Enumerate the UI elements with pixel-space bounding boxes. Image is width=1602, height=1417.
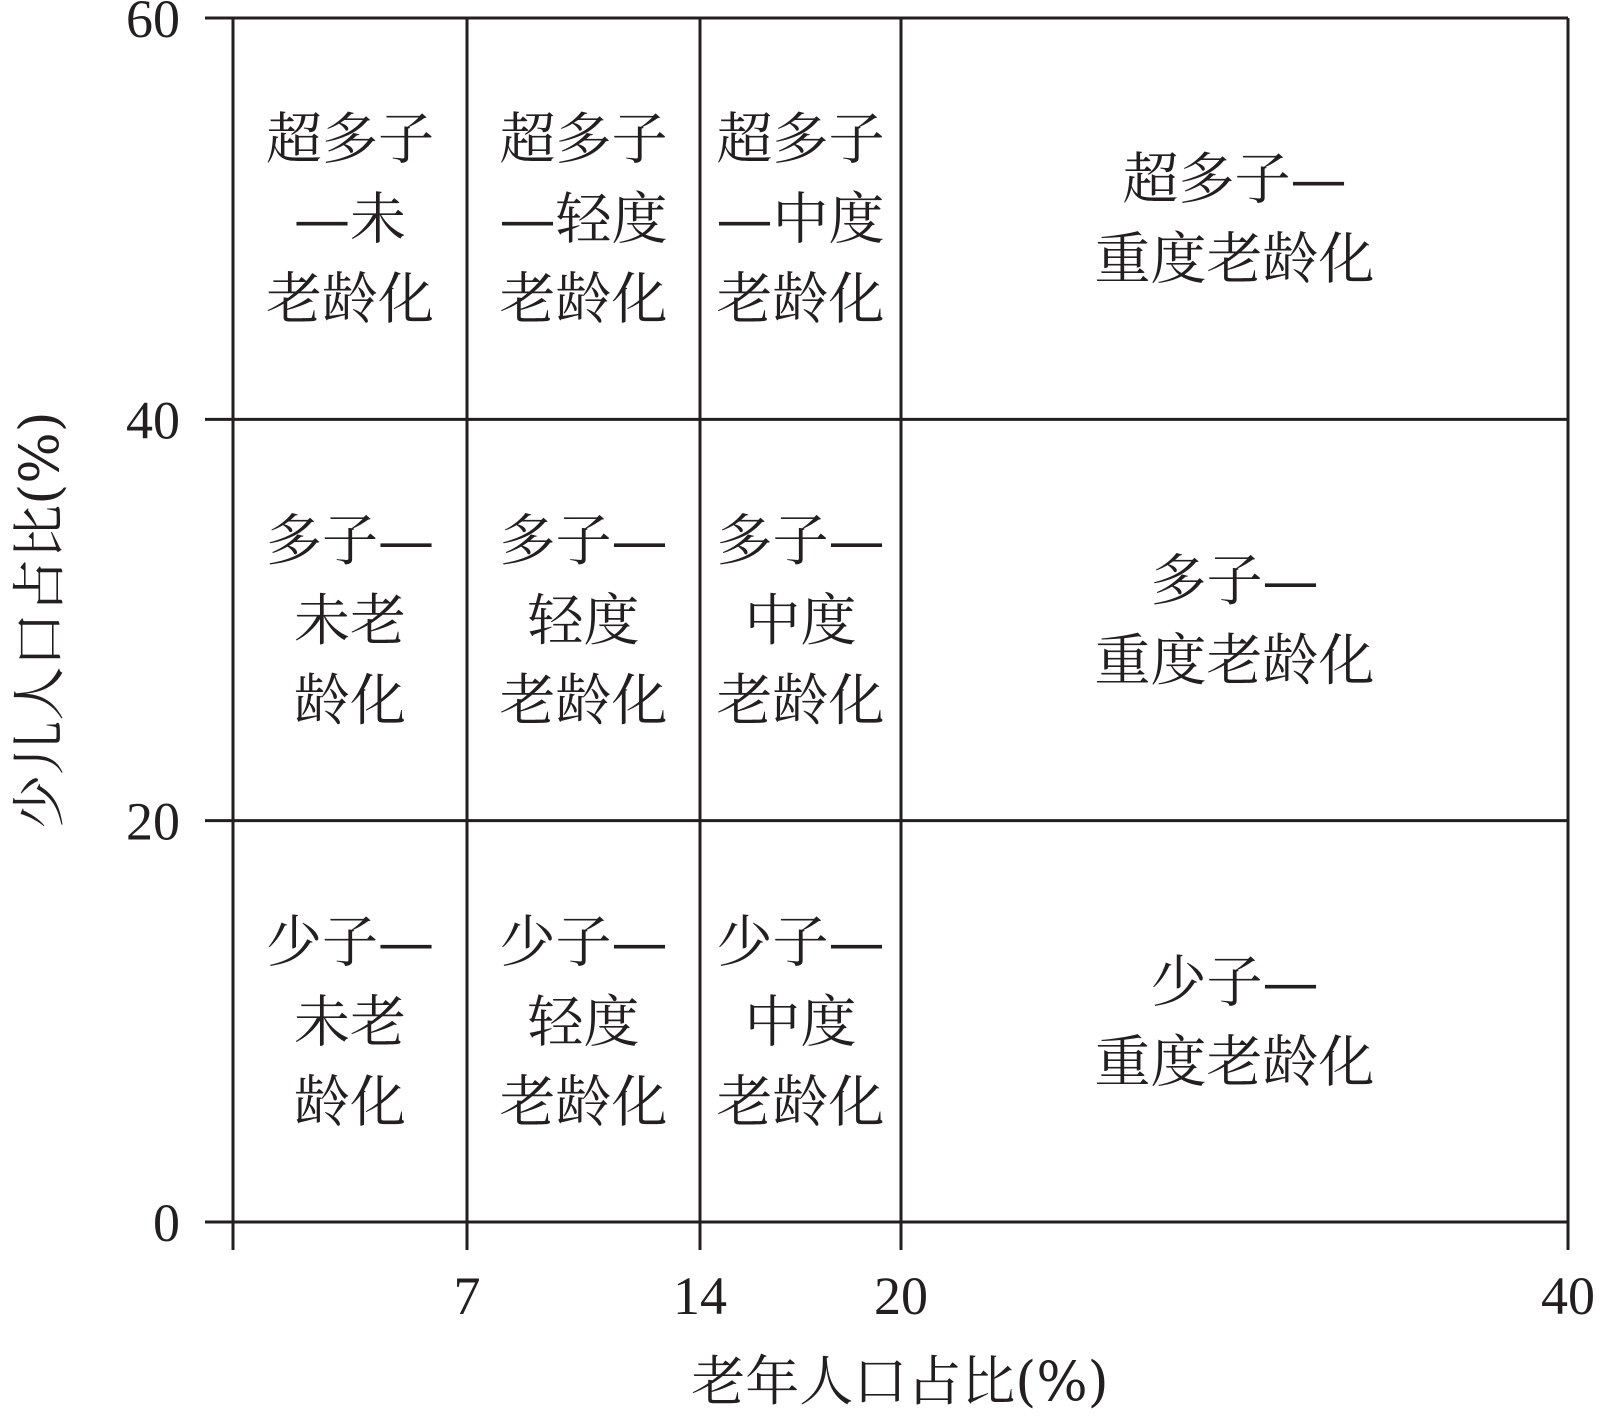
cell-label-line: 龄化: [294, 669, 406, 734]
cell-label-line: 中度: [744, 589, 857, 654]
cell-label-line: 中度: [744, 990, 857, 1056]
cell-label-line: 超多子: [266, 107, 434, 173]
cell-label-line: 多子—: [266, 509, 434, 574]
cell-1-2: [717, 509, 885, 734]
cell-label-line: 多子—: [716, 509, 885, 574]
cell-label-line: 重度老龄化: [1094, 629, 1375, 694]
cell-label-line: 重度老龄化: [1094, 227, 1375, 293]
cell-label-line: 超多子: [499, 107, 668, 173]
cell-label-line: 轻度: [527, 990, 640, 1056]
cell-label-line: 老龄化: [499, 669, 668, 734]
cell-2-0: [266, 108, 434, 333]
cell-label-line: —中度: [716, 187, 885, 253]
x-tick-label-7: 7: [453, 1266, 481, 1326]
cell-label-line: —未: [294, 187, 406, 253]
cell-label-line: 老龄化: [716, 1070, 885, 1136]
cell-label-line: 老龄化: [716, 267, 885, 333]
cell-1-1: [500, 509, 668, 734]
cell-label-line: 老龄化: [716, 669, 885, 734]
category-cells: [266, 108, 1375, 1136]
cell-label-line: 少子—: [716, 910, 885, 976]
cell-label-line: 未老: [294, 589, 406, 654]
cell-label-line: 老龄化: [266, 267, 434, 333]
x-axis-title: 老年人口占比(%): [691, 1350, 1109, 1413]
cell-0-3: [1095, 950, 1375, 1095]
cell-0-1: [500, 910, 668, 1135]
x-tick-label-40: 40: [1541, 1266, 1595, 1326]
cell-label-line: 多子—: [1150, 549, 1319, 614]
cell-0-2: [717, 910, 885, 1135]
cell-2-2: [717, 108, 885, 333]
cell-label-line: 龄化: [294, 1070, 406, 1136]
cell-label-line: 老龄化: [499, 267, 668, 333]
y-tick-label-0: 0: [153, 1193, 180, 1253]
cell-label-line: 多子—: [499, 509, 668, 574]
cell-1-3: [1095, 549, 1375, 694]
cell-label-line: 重度老龄化: [1094, 1030, 1375, 1096]
cell-label-line: 轻度: [527, 589, 640, 654]
cell-label-line: 未老: [294, 990, 406, 1056]
cell-label-line: 超多子: [716, 107, 885, 173]
cell-label-line: 少子—: [266, 910, 434, 976]
y-tick-label-40: 40: [126, 390, 180, 451]
cell-0-0: [266, 910, 434, 1135]
cell-label-line: 少子—: [499, 910, 668, 976]
cell-2-3: [1095, 148, 1375, 293]
y-tick-label-20: 20: [126, 791, 180, 852]
y-axis-title: 少儿人口占比(%): [8, 411, 71, 829]
y-tick-label-60: 60: [126, 0, 180, 49]
cell-label-line: —轻度: [499, 187, 668, 253]
x-tick-label-14: 14: [673, 1266, 727, 1326]
cell-label-line: 超多子—: [1122, 147, 1347, 213]
cell-1-0: [266, 509, 434, 734]
x-tick-label-20: 20: [874, 1266, 928, 1326]
cell-label-line: 老龄化: [499, 1070, 668, 1136]
cell-label-line: 少子—: [1150, 950, 1319, 1016]
cell-2-1: [500, 108, 668, 333]
